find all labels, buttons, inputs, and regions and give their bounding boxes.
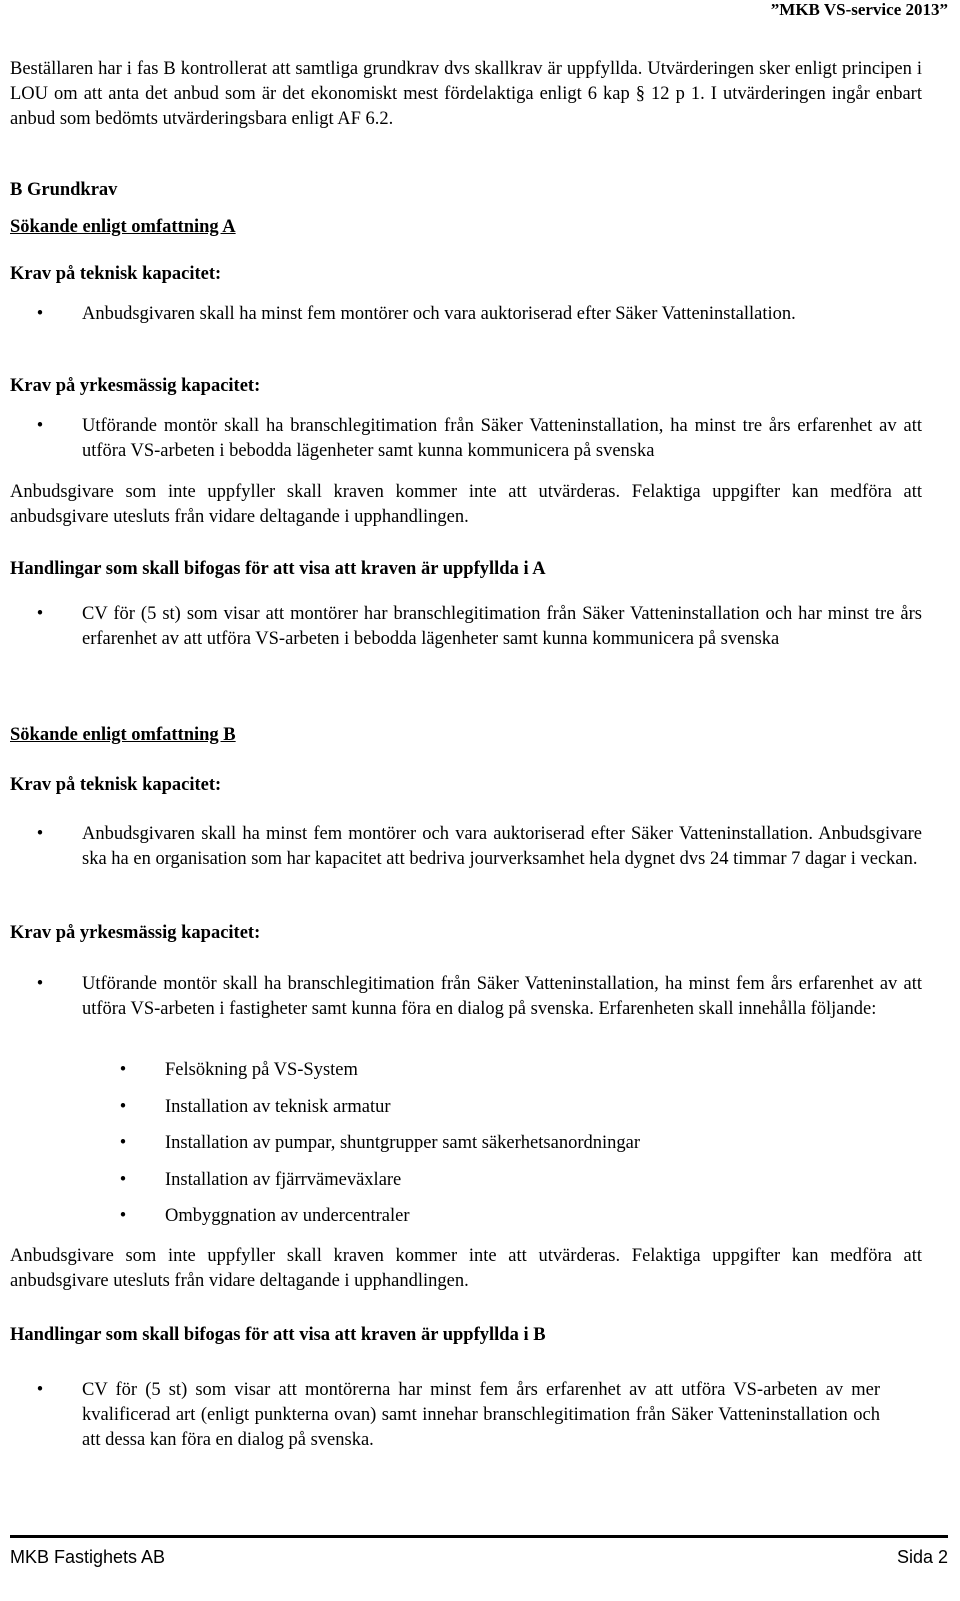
bullet-icon: • bbox=[36, 824, 44, 844]
list-item-text: Anbudsgivaren skall ha minst fem montörer och vara auktoriserad efter Säker Vatteninstallation. bbox=[82, 304, 796, 324]
bullet-icon: • bbox=[119, 1169, 127, 1190]
scope-b-prof-heading: Krav på yrkesmässig kapacitet: bbox=[10, 923, 261, 943]
list-item bbox=[10, 1378, 880, 1453]
scope-b-docs-list bbox=[10, 1378, 880, 1453]
list-item-text: Installation av fjärrvämeväxlare bbox=[165, 1169, 402, 1190]
list-item-text: CV för (5 st) som visar att montörer har branschlegitimation från Säker Vatteninstallation och har minst tre års erfarenhet av att utföra VS-arbeten i bebodda lägenheter samt kunna kommunicera på svenska bbox=[82, 604, 922, 649]
scope-a-tech-heading: Krav på teknisk kapacitet: bbox=[10, 264, 222, 284]
list-item-text: CV för (5 st) som visar att montörerna har minst fem års erfarenhet av att utföra VS-arbeten av mer kvalificerad art (enligt punkterna ovan) samt innehar branschlegitimation från Säker Vatteninstallation och att dessa kan föra en dialog på svenska. bbox=[82, 1380, 880, 1450]
experience-list bbox=[10, 1058, 922, 1241]
list-item-text: Installation av teknisk armatur bbox=[165, 1096, 391, 1117]
list-item bbox=[10, 1095, 922, 1132]
section-title: B Grundkrav bbox=[10, 180, 118, 200]
bullet-icon: • bbox=[36, 1380, 44, 1400]
scope-a-note: Anbudsgivare som inte uppfyller skall kraven kommer inte att utvärderas. Felaktiga uppgifter kan medföra att anbudsgivare utesluts från vidare deltagande i upphandlingen. bbox=[10, 482, 922, 527]
bullet-icon: • bbox=[36, 416, 44, 436]
bullet-icon: • bbox=[119, 1096, 127, 1117]
scope-a-docs-heading: Handlingar som skall bifogas för att visa att kraven är uppfyllda i A bbox=[10, 559, 546, 579]
bullet-icon: • bbox=[36, 604, 44, 624]
document-footer bbox=[10, 1535, 948, 1567]
document-header: ”MKB VS-service 2013” bbox=[770, 0, 948, 19]
list-item-text: Utförande montör skall ha branschlegitimation från Säker Vatteninstallation, ha minst tre års erfarenhet av att utföra VS-arbeten i bebodda lägenheter samt kunna kommunicera på svenska bbox=[82, 416, 922, 461]
bullet-icon: • bbox=[119, 1206, 127, 1226]
scope-a-prof-heading: Krav på yrkesmässig kapacitet: bbox=[10, 376, 261, 396]
bullet-icon: • bbox=[119, 1133, 127, 1153]
scope-b-docs-heading: Handlingar som skall bifogas för att visa att kraven är uppfyllda i B bbox=[10, 1325, 546, 1345]
bullet-icon: • bbox=[36, 304, 44, 324]
list-item-text: Felsökning på VS-System bbox=[165, 1060, 358, 1080]
list-item bbox=[10, 972, 922, 1022]
scope-b-prof-list bbox=[10, 972, 922, 1022]
list-item bbox=[10, 1204, 922, 1241]
list-item-text: Anbudsgivaren skall ha minst fem montörer och vara auktoriserad efter Säker Vatteninstallation. Anbudsgivare ska ha en organisation som har kapacitet att bedriva jourverksamhet hela dygnet dvs 24 timmar 7 dagar i veckan. bbox=[82, 824, 922, 869]
list-item-text: Ombyggnation av undercentraler bbox=[165, 1206, 410, 1226]
bullet-icon: • bbox=[119, 1060, 127, 1080]
list-item bbox=[10, 302, 922, 327]
intro-paragraph: Beställaren har i fas B kontrollerat att samtliga grundkrav dvs skallkrav är uppfyllda. Utvärderingen sker enligt principen i LOU om att anta det anbud som är det ekonomiskt mest fördelaktiga enligt 6 kap § 12 p 1. I utvärderingen ingår enbart anbud som bedömts utvärderingsbara enligt AF 6.2. bbox=[10, 59, 922, 129]
list-item-text: Installation av pumpar, shuntgrupper samt säkerhetsanordningar bbox=[165, 1133, 640, 1153]
bullet-icon: • bbox=[36, 974, 44, 994]
scope-a-title: Sökande enligt omfattning A bbox=[10, 217, 236, 237]
list-item bbox=[10, 414, 922, 464]
list-item bbox=[10, 1058, 922, 1095]
list-item bbox=[10, 822, 922, 872]
footer-page-number: Sida 2 bbox=[896, 1547, 948, 1567]
scope-a-docs-list bbox=[10, 602, 922, 652]
list-item bbox=[10, 602, 922, 652]
scope-a-prof-list bbox=[10, 414, 922, 464]
scope-b-tech-heading: Krav på teknisk kapacitet: bbox=[10, 775, 222, 795]
scope-a-tech-list bbox=[10, 302, 922, 327]
scope-b-note: Anbudsgivare som inte uppfyller skall kraven kommer inte att utvärderas. Felaktiga uppgifter kan medföra att anbudsgivare utesluts från vidare deltagande i upphandlingen. bbox=[10, 1246, 922, 1291]
scope-b-tech-list bbox=[10, 822, 922, 872]
list-item-text: Utförande montör skall ha branschlegitimation från Säker Vatteninstallation, ha minst fem års erfarenhet av att utföra VS-arbeten i fastigheter samt kunna föra en dialog på svenska. Erfarenheten skall innehålla följande: bbox=[82, 974, 922, 1019]
list-item bbox=[10, 1131, 922, 1168]
footer-company: MKB Fastighets AB bbox=[10, 1547, 166, 1567]
list-item bbox=[10, 1168, 922, 1205]
scope-b-title: Sökande enligt omfattning B bbox=[10, 725, 236, 745]
